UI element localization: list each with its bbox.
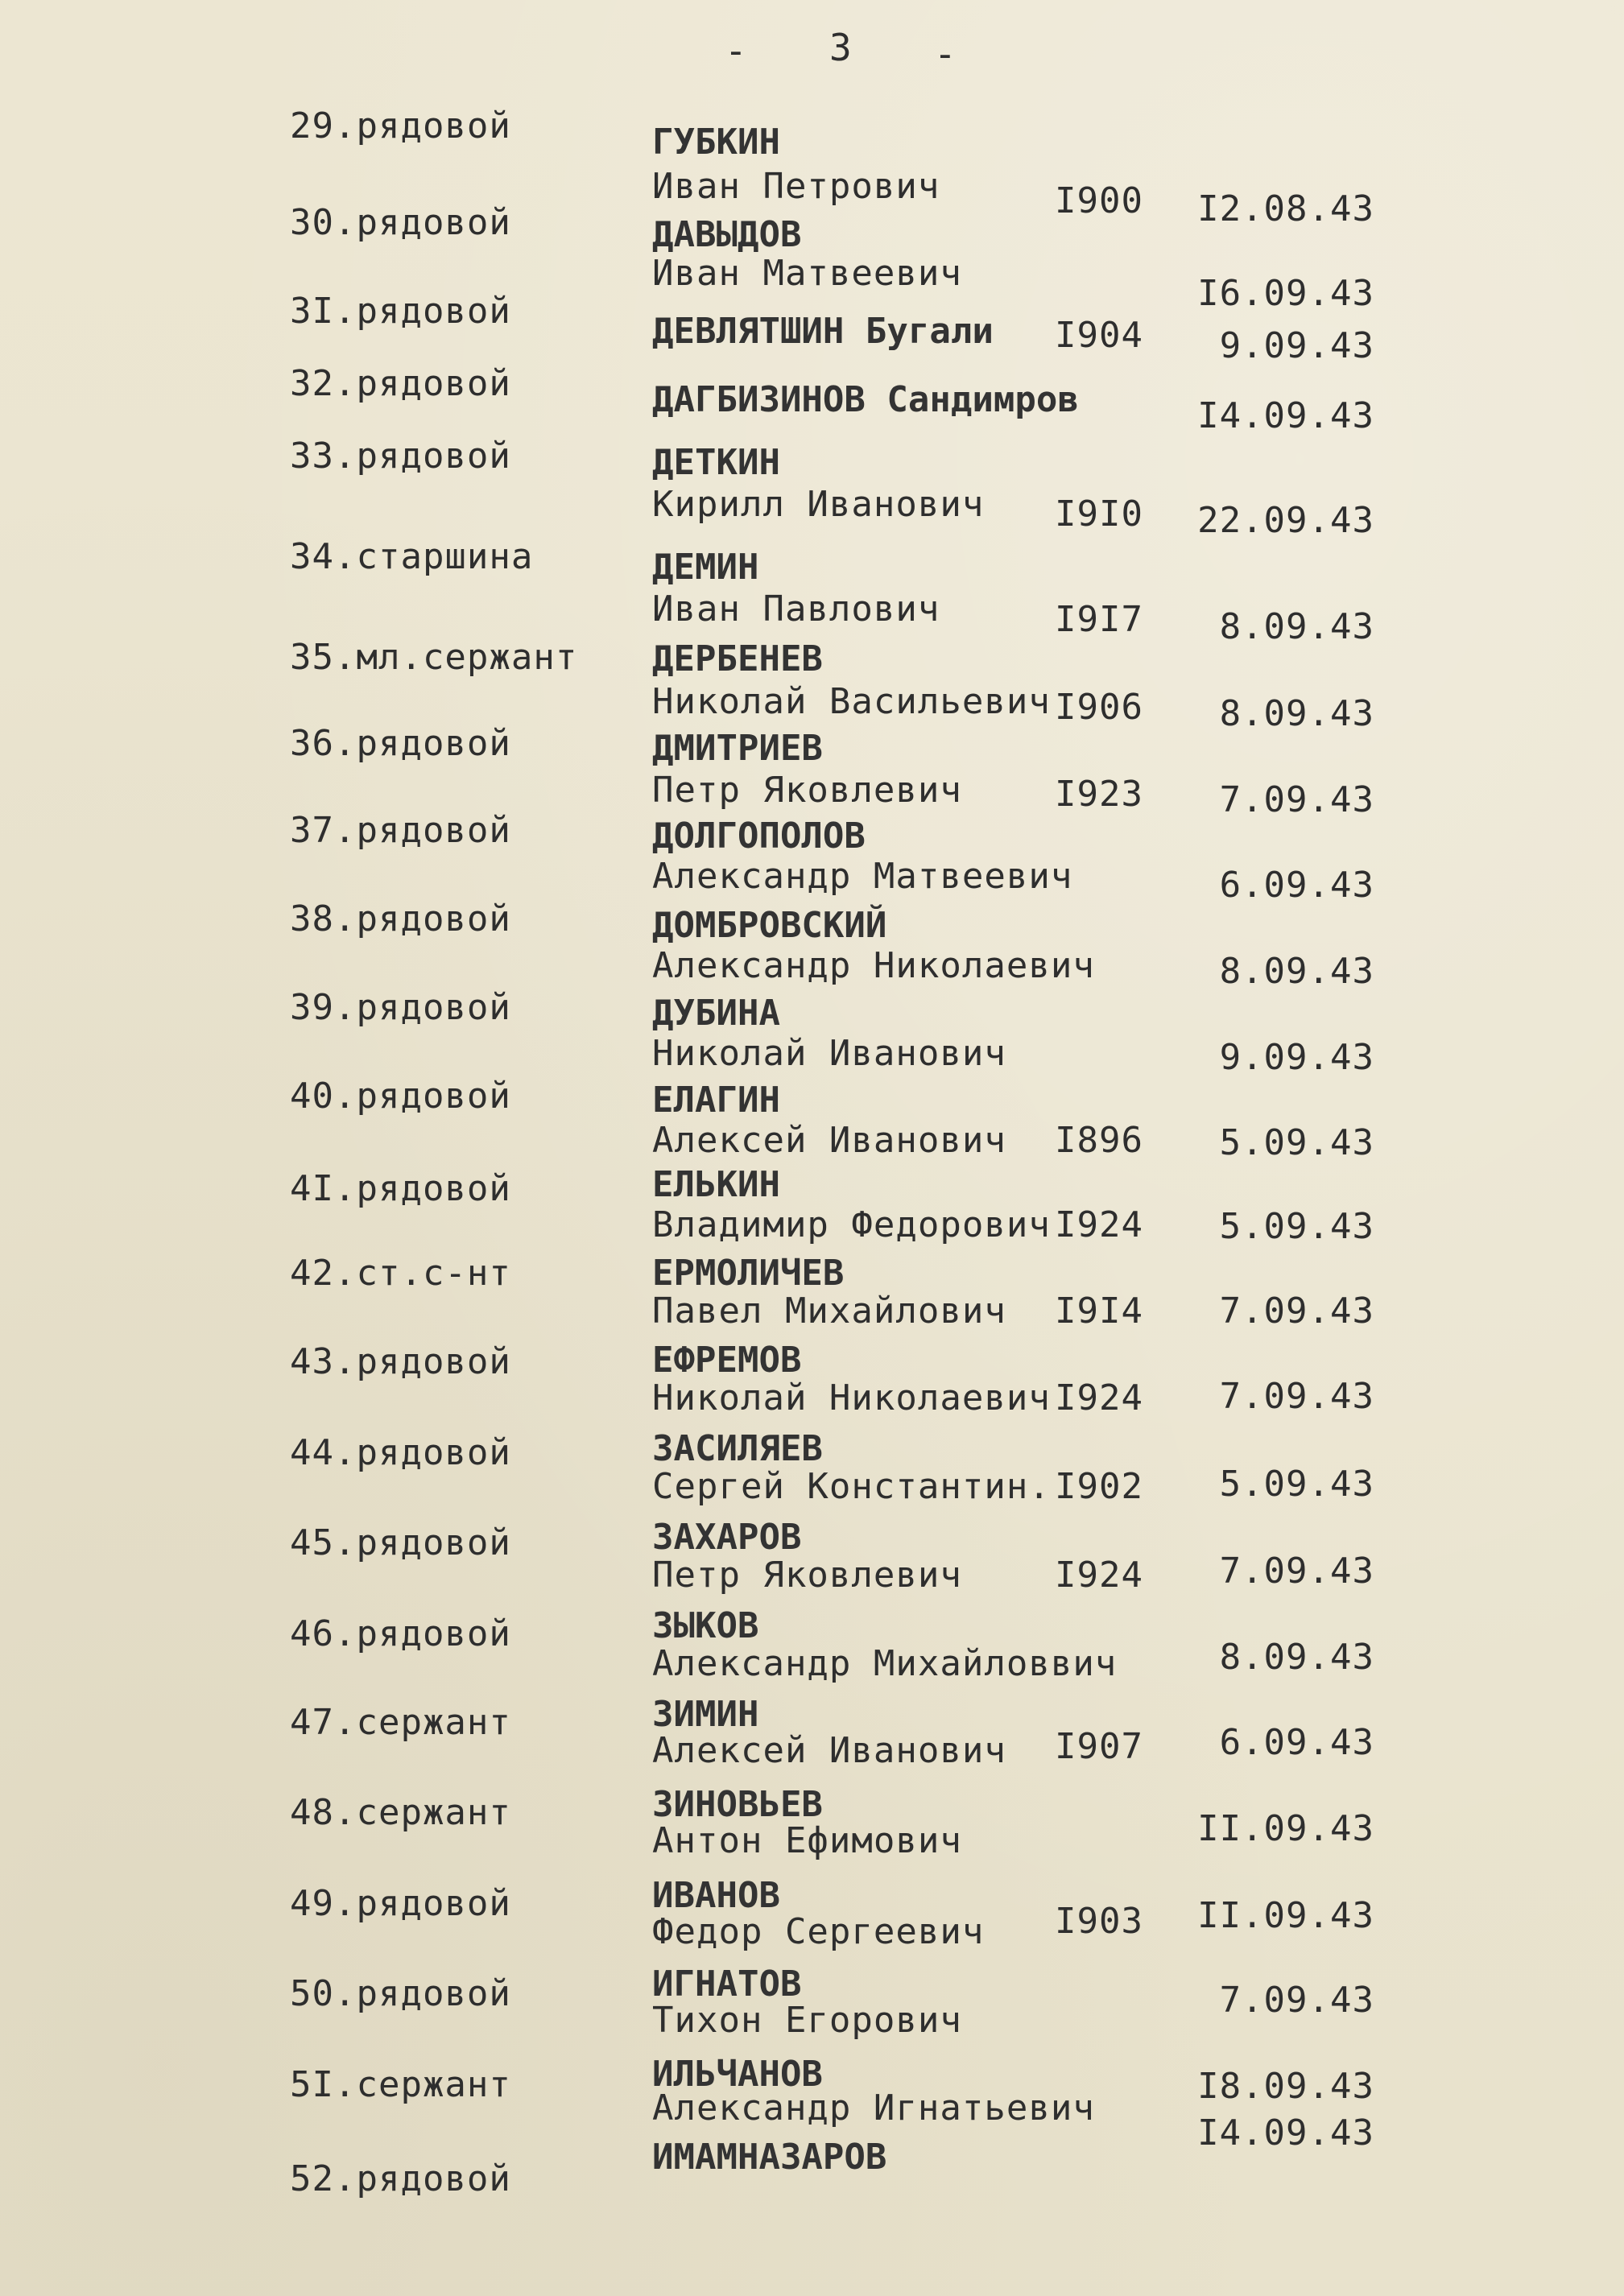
entry-year: I902 bbox=[1055, 1466, 1143, 1507]
entry-surname: ИГНАТОВ bbox=[652, 1964, 802, 2005]
entry-given-name: Федор Сергеевич bbox=[652, 1911, 985, 1952]
entry-given-name: Иван Матвеевич bbox=[652, 253, 962, 294]
entry-given-name: Александр Николаевич bbox=[652, 945, 1095, 986]
entry-surname: ДУБИНА bbox=[652, 993, 780, 1034]
entry-date: 6.09.43 bbox=[1219, 865, 1374, 906]
entry-date: 7.09.43 bbox=[1219, 1376, 1374, 1417]
entry-given-name: Павел Михайлович bbox=[652, 1290, 1006, 1332]
entry-year: I9I7 bbox=[1055, 599, 1143, 640]
entry-surname: ДАВЫДОВ bbox=[652, 214, 802, 255]
entry-surname: ДОМБРОВСКИЙ bbox=[652, 905, 887, 946]
entry-number-rank: 48.сержант bbox=[290, 1792, 511, 1833]
entry-number-rank: 40.рядовой bbox=[290, 1076, 511, 1117]
entry-surname: ЗИМИН bbox=[652, 1694, 759, 1735]
entry-number-rank: 52.рядовой bbox=[290, 2158, 511, 2199]
entry-surname: ЕФРЕМОВ bbox=[652, 1340, 802, 1381]
entry-given-name: Тихон Егорович bbox=[652, 2000, 962, 2041]
entry-year: I906 bbox=[1055, 687, 1143, 728]
entry-number-rank: 46.рядовой bbox=[290, 1613, 511, 1654]
entry-surname: ЗАСИЛЯЕВ bbox=[652, 1428, 823, 1469]
entry-date: 6.09.43 bbox=[1219, 1722, 1374, 1763]
entry-date: 22.09.43 bbox=[1197, 500, 1374, 541]
entry-surname: ИВАНОВ bbox=[652, 1875, 780, 1916]
entry-number-rank: 35.мл.сержант bbox=[290, 637, 578, 678]
entry-number-rank: 43.рядовой bbox=[290, 1341, 511, 1382]
entry-surname: ЗЫКОВ bbox=[652, 1605, 759, 1646]
entry-number-rank: 49.рядовой bbox=[290, 1883, 511, 1924]
entry-surname: ДОЛГОПОЛОВ bbox=[652, 816, 866, 857]
entry-date: 8.09.43 bbox=[1219, 606, 1374, 647]
entry-given-name: Петр Яковлевич bbox=[652, 1555, 962, 1596]
entry-date: 8.09.43 bbox=[1219, 693, 1374, 734]
entry-number-rank: 30.рядовой bbox=[290, 202, 511, 243]
entry-given-name: Николай Николаевич bbox=[652, 1377, 1051, 1418]
entry-surname: ЗАХАРОВ bbox=[652, 1517, 802, 1558]
entry-given-name: Сергей Константин. bbox=[652, 1466, 1051, 1507]
entry-date: I4.09.43 bbox=[1197, 395, 1374, 436]
entry-surname: ГУБКИН bbox=[652, 122, 780, 163]
entry-number-rank: 47.сержант bbox=[290, 1702, 511, 1743]
entry-date: I2.08.43 bbox=[1197, 188, 1374, 229]
entry-number-rank: 3I.рядовой bbox=[290, 291, 511, 332]
entry-number-rank: 39.рядовой bbox=[290, 987, 511, 1028]
entry-date: 7.09.43 bbox=[1219, 1551, 1374, 1592]
entry-given-name: Николай Иванович bbox=[652, 1033, 1006, 1074]
entry-number-rank: 32.рядовой bbox=[290, 363, 511, 404]
entry-given-name: Алексей Иванович bbox=[652, 1730, 1006, 1771]
entry-given-name: Кирилл Иванович bbox=[652, 484, 985, 525]
entry-number-rank: 36.рядовой bbox=[290, 723, 511, 764]
entry-surname: ЗИНОВЬЕВ bbox=[652, 1784, 823, 1825]
entry-year: I903 bbox=[1055, 1901, 1143, 1942]
entry-surname: ДАГБИЗИНОВ Сандимров bbox=[652, 379, 1079, 420]
entry-year: I924 bbox=[1055, 1377, 1143, 1418]
entry-number-rank: 33.рядовой bbox=[290, 436, 511, 477]
entry-number-rank: 4I.рядовой bbox=[290, 1168, 511, 1209]
entry-surname: ЕЛАГИН bbox=[652, 1080, 780, 1121]
entry-surname: ДЕМИН bbox=[652, 547, 759, 588]
page-number: 3 bbox=[829, 26, 853, 69]
entry-surname: ЕЛЬКИН bbox=[652, 1164, 780, 1205]
entry-surname: ДЕТКИН bbox=[652, 442, 780, 483]
entry-date: I8.09.43 bbox=[1197, 2066, 1374, 2107]
entry-number-rank: 5I.сержант bbox=[290, 2064, 511, 2105]
entry-surname: ИМАМНАЗАРОВ bbox=[652, 2137, 887, 2178]
entry-date: II.09.43 bbox=[1197, 1808, 1374, 1849]
entry-year: I900 bbox=[1055, 180, 1143, 221]
entry-given-name: Владимир Федорович bbox=[652, 1204, 1051, 1245]
entry-surname: ЕРМОЛИЧЕВ bbox=[652, 1253, 845, 1294]
entry-surname: ИЛЬЧАНОВ bbox=[652, 2054, 823, 2095]
entry-date: I6.09.43 bbox=[1197, 273, 1374, 314]
entry-number-rank: 37.рядовой bbox=[290, 810, 511, 851]
entry-date: 5.09.43 bbox=[1219, 1122, 1374, 1163]
entry-given-name: Петр Яковлевич bbox=[652, 770, 962, 811]
entry-date: 9.09.43 bbox=[1219, 325, 1374, 366]
entry-given-name: Алексей Иванович bbox=[652, 1120, 1006, 1161]
entry-given-name: Антон Ефимович bbox=[652, 1820, 962, 1861]
entry-date: 7.09.43 bbox=[1219, 1980, 1374, 2021]
entry-date: 5.09.43 bbox=[1219, 1206, 1374, 1247]
entry-number-rank: 29.рядовой bbox=[290, 105, 511, 147]
entry-number-rank: 44.рядовой bbox=[290, 1432, 511, 1473]
entry-given-name: Николай Васильевич bbox=[652, 681, 1051, 722]
entry-date: 8.09.43 bbox=[1219, 1637, 1374, 1678]
entry-number-rank: 34.старшина bbox=[290, 536, 534, 577]
entry-surname: ДЕВЛЯТШИН Бугали bbox=[652, 311, 994, 352]
entry-given-name: Александр Михайловвич bbox=[652, 1643, 1118, 1684]
entry-given-name: Иван Петрович bbox=[652, 166, 940, 207]
entry-number-rank: 45.рядовой bbox=[290, 1522, 511, 1563]
page-dash-left: - bbox=[725, 29, 748, 72]
entry-date: 5.09.43 bbox=[1219, 1464, 1374, 1505]
entry-date: I4.09.43 bbox=[1197, 2112, 1374, 2154]
entry-year: I924 bbox=[1055, 1204, 1143, 1245]
entry-year: I9I4 bbox=[1055, 1290, 1143, 1332]
entry-date: 7.09.43 bbox=[1219, 779, 1374, 820]
entry-date: 8.09.43 bbox=[1219, 951, 1374, 992]
entry-number-rank: 50.рядовой bbox=[290, 1973, 511, 2014]
entry-given-name: Александр Игнатьевич bbox=[652, 2087, 1095, 2129]
entry-year: I896 bbox=[1055, 1120, 1143, 1161]
entry-given-name: Иван Павлович bbox=[652, 588, 940, 630]
entry-date: 7.09.43 bbox=[1219, 1290, 1374, 1332]
entry-date: II.09.43 bbox=[1197, 1895, 1374, 1936]
entry-year: I924 bbox=[1055, 1555, 1143, 1596]
entry-surname: ДЕРБЕНЕВ bbox=[652, 638, 823, 679]
entry-given-name: Александр Матвеевич bbox=[652, 856, 1073, 897]
entry-surname: ДМИТРИЕВ bbox=[652, 728, 823, 769]
entry-date: 9.09.43 bbox=[1219, 1037, 1374, 1078]
entry-year: I907 bbox=[1055, 1726, 1143, 1767]
entry-number-rank: 38.рядовой bbox=[290, 898, 511, 939]
entry-year: I9I0 bbox=[1055, 493, 1143, 535]
entry-year: I904 bbox=[1055, 315, 1143, 356]
entry-year: I923 bbox=[1055, 774, 1143, 815]
page-dash-right: - bbox=[934, 32, 957, 76]
entry-number-rank: 42.ст.с-нт bbox=[290, 1253, 511, 1294]
